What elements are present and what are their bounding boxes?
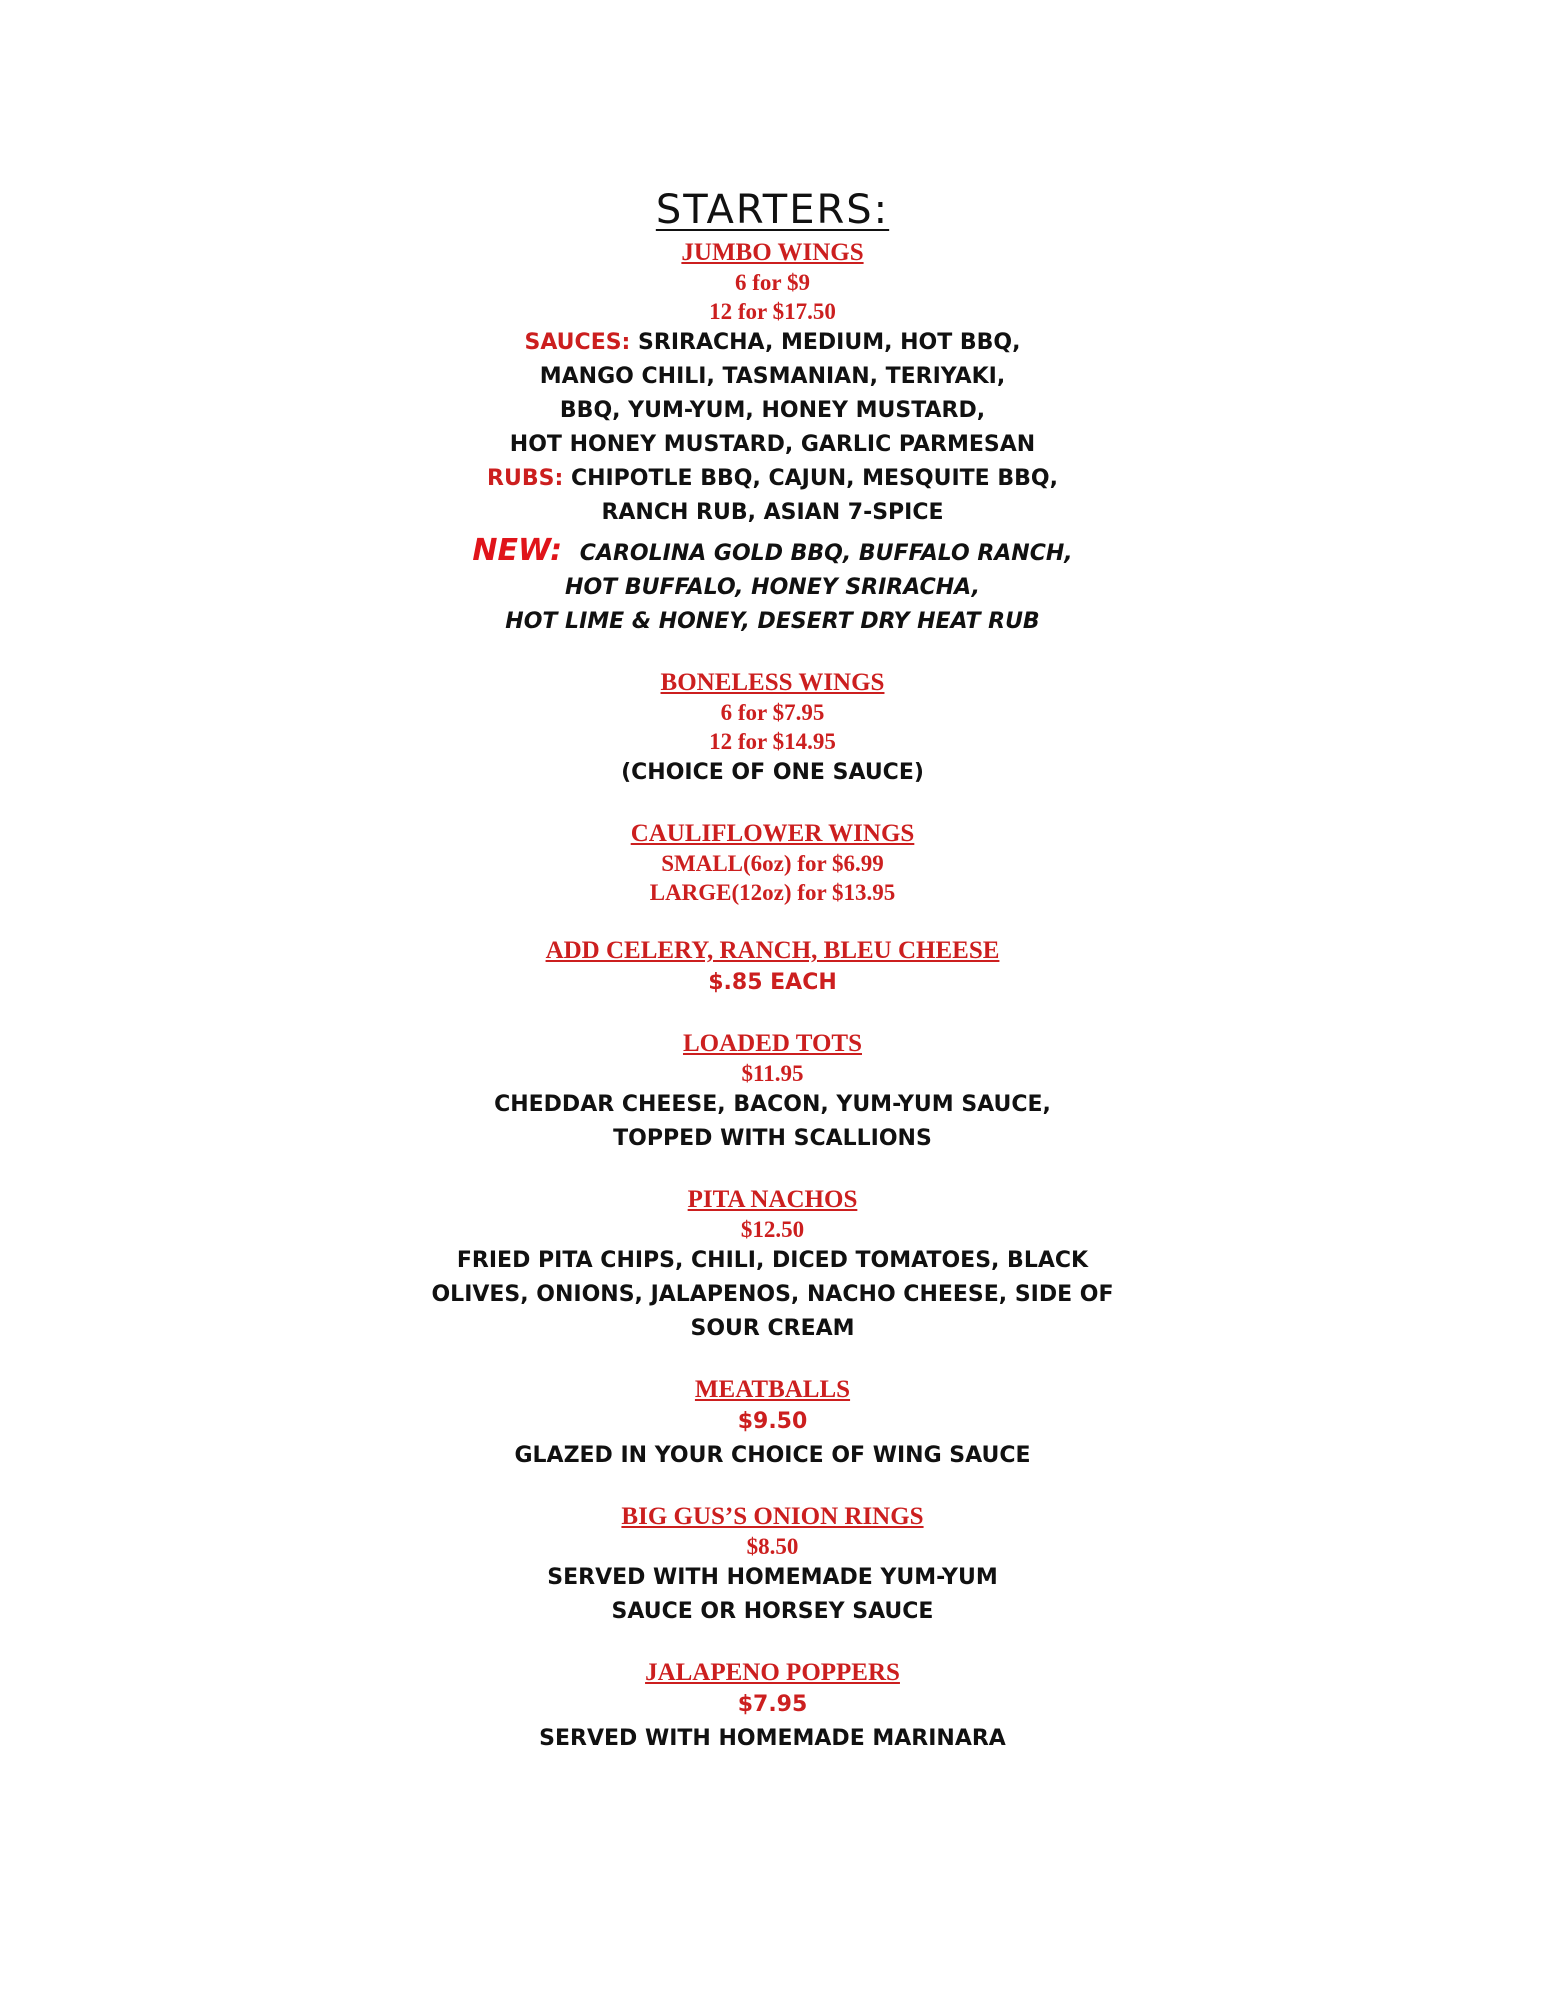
new-flavors-line: HOT LIME & HONEY, DESERT DRY HEAT RUB xyxy=(505,609,1040,634)
rubs-label: RUBS: xyxy=(487,466,564,491)
rubs-line: RANCH RUB, ASIAN 7-SPICE xyxy=(601,500,944,525)
sauces-line: HOT HONEY MUSTARD, GARLIC PARMESAN xyxy=(509,432,1036,457)
rubs-line xyxy=(0,462,1545,496)
new-label: NEW: xyxy=(472,533,563,568)
menu-item-boneless-wings xyxy=(0,668,1545,790)
item-title: JUMBO WINGS xyxy=(681,239,864,266)
rubs-text: CHIPOTLE BBQ, CAJUN, MESQUITE BBQ, xyxy=(570,466,1058,491)
item-price: SMALL(6oz) for $6.99 xyxy=(661,851,884,876)
starters-menu xyxy=(0,238,1545,1756)
item-description: CHEDDAR CHEESE, BACON, YUM-YUM SAUCE, xyxy=(494,1092,1051,1117)
sauces-text: SRIRACHA, MEDIUM, HOT BBQ, xyxy=(638,330,1021,355)
menu-item-cauliflower-wings xyxy=(0,819,1545,907)
item-price: 6 for $7.95 xyxy=(720,700,825,725)
menu-item-jalapeno-poppers xyxy=(0,1658,1545,1756)
item-price: $9.50 xyxy=(737,1409,808,1434)
menu-item-jumbo-wings xyxy=(0,238,1545,639)
item-description: SERVED WITH HOMEMADE YUM-YUM xyxy=(547,1565,998,1590)
item-description: SAUCE OR HORSEY SAUCE xyxy=(611,1599,934,1624)
item-price: $7.95 xyxy=(737,1692,808,1717)
new-flavors-line: HOT BUFFALO, HONEY SRIRACHA, xyxy=(565,575,980,600)
menu-item-meatballs xyxy=(0,1375,1545,1473)
menu-item-onion-rings xyxy=(0,1502,1545,1629)
item-title: BIG GUS’S ONION RINGS xyxy=(621,1503,924,1530)
item-title: CAULIFLOWER WINGS xyxy=(630,820,915,847)
item-title: PITA NACHOS xyxy=(687,1186,858,1213)
item-title: BONELESS WINGS xyxy=(660,669,885,696)
item-title: LOADED TOTS xyxy=(682,1030,862,1057)
sauces-line: MANGO CHILI, TASMANIAN, TERIYAKI, xyxy=(539,364,1006,389)
item-price: 12 for $17.50 xyxy=(709,299,836,324)
item-title: MEATBALLS xyxy=(694,1376,851,1403)
item-description: FRIED PITA CHIPS, CHILI, DICED TOMATOES, BLACK xyxy=(456,1248,1089,1273)
item-description: GLAZED IN YOUR CHOICE OF WING SAUCE xyxy=(514,1443,1031,1468)
menu-item-loaded-tots xyxy=(0,1029,1545,1156)
sauces-line xyxy=(0,326,1545,360)
menu-item-add-ons xyxy=(0,936,1545,1000)
item-price: $.85 EACH xyxy=(708,970,837,995)
item-price: $11.95 xyxy=(741,1061,804,1086)
item-description: TOPPED WITH SCALLIONS xyxy=(613,1126,932,1151)
page-title: STARTERS: xyxy=(655,187,890,233)
item-description: SOUR CREAM xyxy=(690,1316,855,1341)
item-description: SERVED WITH HOMEMADE MARINARA xyxy=(539,1726,1006,1751)
item-price: LARGE(12oz) for $13.95 xyxy=(649,880,896,905)
sauces-line: BBQ, YUM-YUM, HONEY MUSTARD, xyxy=(559,398,986,423)
item-title: ADD CELERY, RANCH, BLEU CHEESE xyxy=(545,937,1000,964)
sauces-label: SAUCES: xyxy=(524,330,631,355)
item-note: (CHOICE OF ONE SAUCE) xyxy=(621,760,924,785)
item-description: OLIVES, ONIONS, JALAPENOS, NACHO CHEESE, SIDE OF xyxy=(431,1282,1114,1307)
item-price: 6 for $9 xyxy=(735,270,810,295)
item-price: $12.50 xyxy=(740,1217,805,1242)
new-flavors-line xyxy=(0,534,1545,571)
item-title: JALAPENO POPPERS xyxy=(645,1659,900,1686)
item-price: 12 for $14.95 xyxy=(709,729,836,754)
new-flavors-text: CAROLINA GOLD BBQ, BUFFALO RANCH, xyxy=(579,541,1073,566)
item-price: $8.50 xyxy=(746,1534,799,1559)
menu-item-pita-nachos xyxy=(0,1185,1545,1346)
new-flavors xyxy=(0,534,1545,639)
